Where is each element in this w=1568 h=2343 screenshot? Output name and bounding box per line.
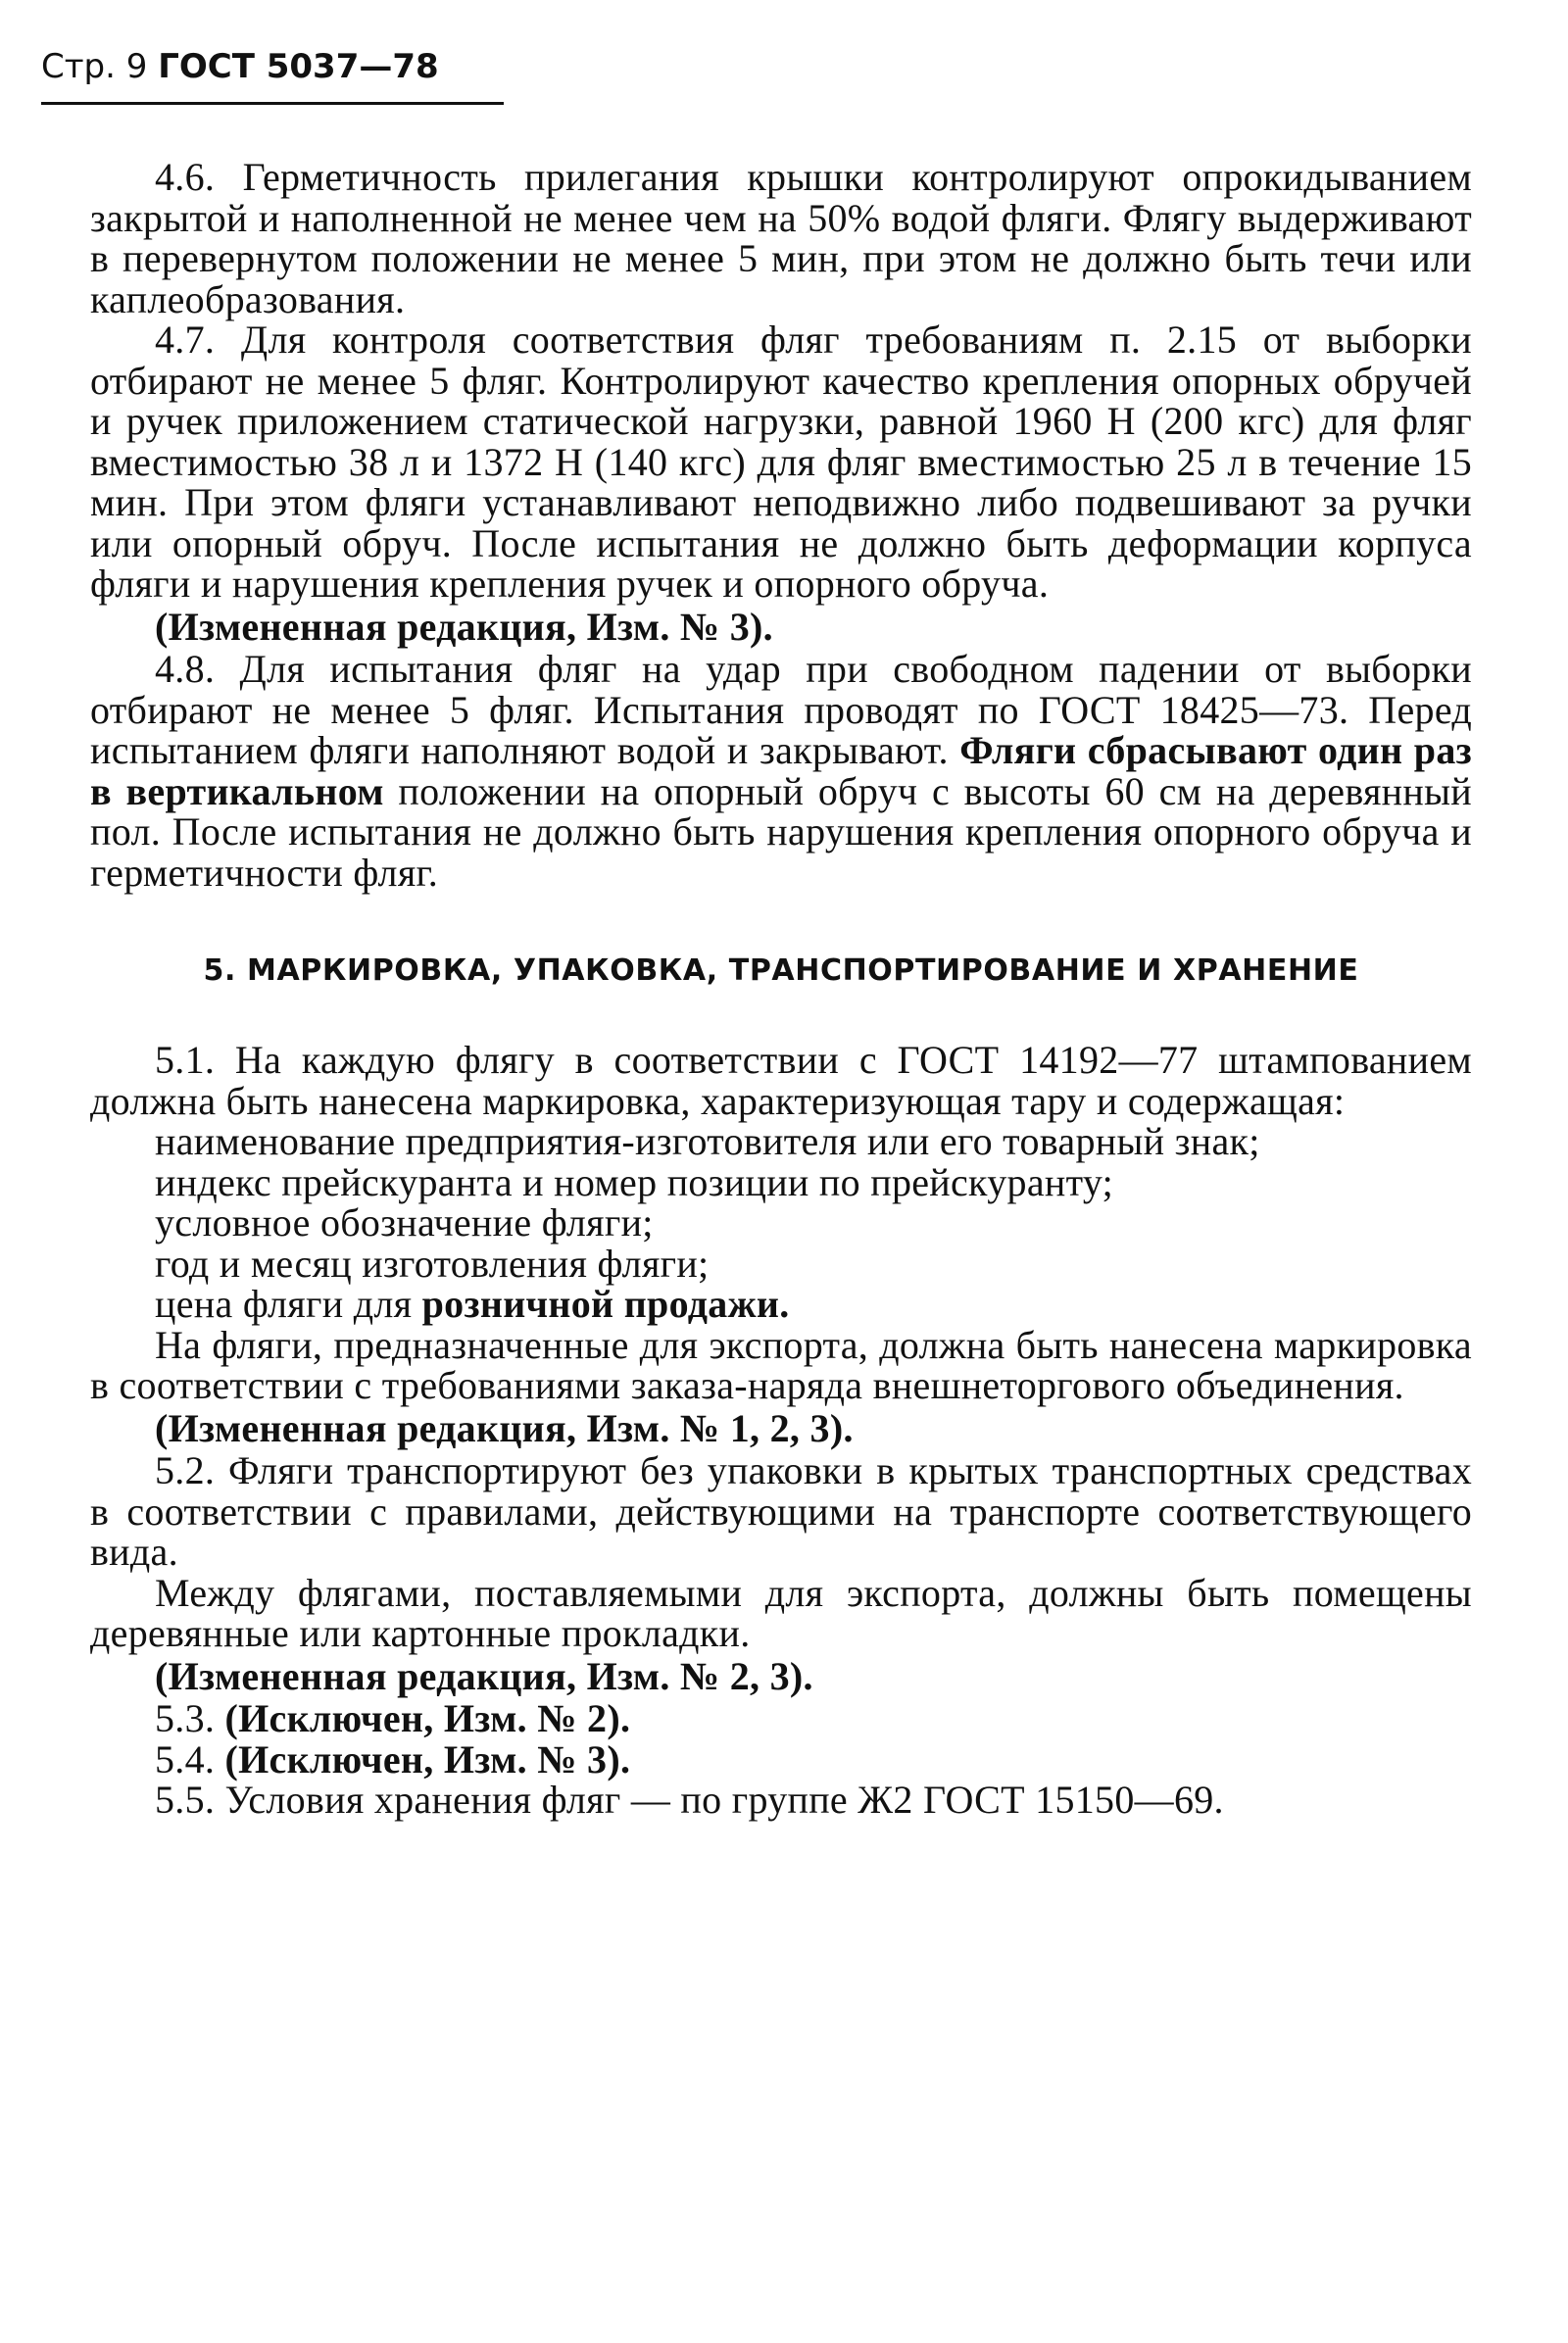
paragraph-5-4-text: (Исключен, Изм. № 3). [224, 1736, 631, 1782]
paragraph-5-3-text: (Исключен, Изм. № 2). [224, 1696, 631, 1740]
standard-number: ГОСТ 5037—78 [158, 47, 439, 86]
list-item: год и месяц изготовления фляги; [155, 1241, 710, 1286]
paragraph-5-3-number: 5.3. [155, 1696, 225, 1740]
amendment-note-4-7: (Измененная редакция, Изм. № 3). [155, 604, 773, 649]
page-number: Стр. 9 [41, 47, 148, 86]
paragraph-5-2: 5.2. Фляги транспортируют без упаковки в крытых транспортных средствах в соответствии с правилами, действующими на транспорте соответствующего вида. [90, 1448, 1472, 1574]
paragraph-5-4 [90, 1736, 1472, 1782]
paragraph-4-7: 4.7. Для контроля соответствия фляг требованиям п. 2.15 от выборки отбирают не менее 5 фляг. Контролируют качество крепления опорных обручей и ручек приложением статической нагрузки, равной 1960 Н (200 кгс) для фляг вместимостью 38 л и 1372 Н (140 кгс) для фляг вместимостью 25 л в течение 15 мин. При этом фляги устанавливают неподвижно либо подвешивают за ручки или опорный обруч. После испытания не должно быть деформации корпуса фляги и нарушения крепления ручек и опорного обруча. [90, 317, 1472, 606]
paragraph-export-marking: На фляги, предназначенные для экспорта, должна быть нанесена маркировка в соответствии с требованиями заказа-наряда внешнеторгового объединения. [90, 1322, 1472, 1407]
amendment-note-5-1: (Измененная редакция, Изм. № 1, 2, 3). [155, 1405, 854, 1450]
paragraph-5-3 [90, 1698, 1472, 1739]
paragraph-4-8-part-c: положении на опорный обруч с высоты 60 см на деревянный пол. После испытания не должно быть нарушения крепления опорного обруча и герметичности фляг. [90, 768, 1472, 895]
page-header [41, 47, 439, 86]
list-item-bold-part: розничной продажи. [421, 1282, 790, 1326]
list-item: индекс прейскуранта и номер позиции по прейскуранту; [155, 1159, 1114, 1204]
list-item: условное обозначение фляги; [155, 1200, 654, 1245]
paragraph-5-1: 5.1. На каждую флягу в соответствии с ГОСТ 14192—77 штампованием должна быть нанесена маркировка, характеризующая тару и содержащая: [90, 1038, 1472, 1123]
list-item-part: цена фляги для [155, 1282, 422, 1326]
section-5-title: 5. МАРКИРОВКА, УПАКОВКА, ТРАНСПОРТИРОВАНИЕ И ХРАНЕНИЕ [203, 953, 1359, 988]
list-item [90, 1284, 1472, 1325]
list-item: наименование предприятия-изготовителя или его товарный знак; [155, 1119, 1260, 1163]
amendment-note-5-2: (Измененная редакция, Изм. № 2, 3). [155, 1653, 813, 1698]
paragraph-4-8 [90, 649, 1472, 893]
page-body [90, 157, 1472, 1821]
paragraph-4-8-part-a: 4.8. Для испытания фляг на удар при свободном падении от выборки отбирают не менее 5 фляг. Испытания проводят по ГОСТ 18425—73. Перед испытанием фляги наполняют водой и закрывают. [90, 647, 1472, 772]
paragraph-5-4-number: 5.4. [155, 1736, 225, 1782]
paragraph-4-6: 4.6. Герметичность прилегания крышки контролируют опрокидыванием закрытой и наполненной не менее чем на 50% водой фляги. Флягу выдерживают в перевернутом положении не менее 5 мин, при этом не должно быть течи или каплеобразования. [90, 155, 1472, 321]
paragraph-spacers: Между флягами, поставляемыми для экспорта, должны быть помещены деревянные или картонные прокладки. [90, 1570, 1472, 1655]
paragraph-4-8-bold: Фляги сбрасывают один раз в вертикальном [90, 728, 1472, 813]
paragraph-5-5: 5.5. Условия хранения фляг — по группе Ж2 ГОСТ 15150—69. [155, 1778, 1224, 1822]
header-rule [41, 102, 504, 105]
